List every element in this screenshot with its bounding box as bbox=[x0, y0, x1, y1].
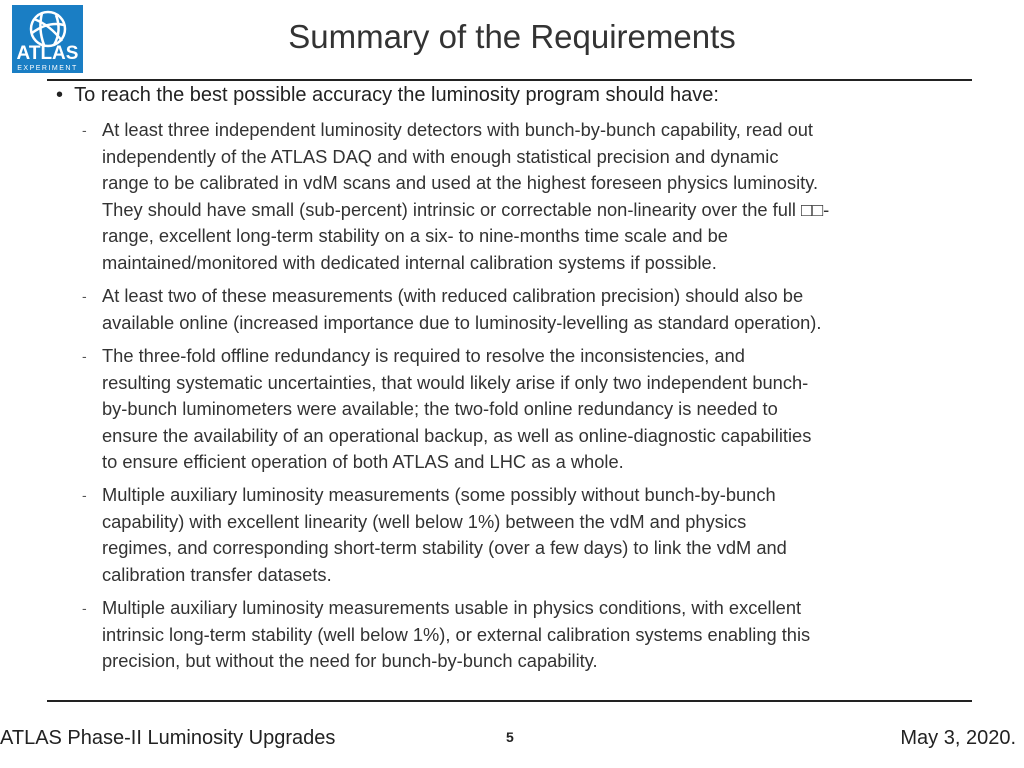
dash-marker: - bbox=[82, 348, 87, 364]
footer-date: May 3, 2020. bbox=[900, 727, 1016, 749]
main-bullet-text: To reach the best possible accuracy the luminosity program should have: bbox=[74, 84, 719, 106]
sub-bullet bbox=[82, 482, 787, 588]
sub-bullet-line: Multiple auxiliary luminosity measurements usable in physics conditions, with excellent bbox=[102, 597, 802, 618]
sub-bullet-line: available online (increased importance due to luminosity-levelling as standard operation). bbox=[102, 311, 822, 333]
sub-bullet-line: calibration transfer datasets. bbox=[102, 563, 332, 585]
sub-bullet-line: regimes, and corresponding short-term stability (over a few days) to link the vdM and bbox=[102, 537, 787, 558]
sub-bullet bbox=[82, 117, 829, 276]
footer-title: ATLAS Phase-II Luminosity Upgrades bbox=[0, 727, 336, 749]
sub-bullet-line: ensure the availability of an operational backup, as well as online-diagnostic capabilities bbox=[102, 424, 812, 446]
footer-divider bbox=[47, 700, 972, 702]
main-bullet bbox=[56, 84, 719, 107]
dash-marker: - bbox=[82, 122, 87, 138]
sub-bullet-line: Multiple auxiliary luminosity measurements (some possibly without bunch-by-bunch bbox=[102, 484, 776, 505]
slide-title: Summary of the Requirements bbox=[288, 18, 736, 55]
sub-bullet-line: They should have small (sub-percent) intrinsic or correctable non-linearity over the full □□- bbox=[102, 198, 830, 220]
sub-bullet-line: range, excellent long-term stability on a six- to nine-months time scale and be bbox=[102, 225, 728, 246]
sub-bullet-line: precision, but without the need for bunch-by-bunch capability. bbox=[102, 650, 598, 671]
sub-bullet-line: to ensure efficient operation of both ATLAS and LHC as a whole. bbox=[102, 451, 624, 472]
svg-text:EXPERIMENT: EXPERIMENT bbox=[17, 65, 78, 72]
dash-marker: - bbox=[82, 288, 87, 304]
sub-bullet-line: independently of the ATLAS DAQ and with enough statistical precision and dynamic bbox=[102, 145, 779, 167]
sub-bullet-line: At least three independent luminosity detectors with bunch-by-bunch capability, read out bbox=[102, 119, 814, 140]
sub-bullet-line: capability) with excellent linearity (well below 1%) between the vdM and physics bbox=[102, 510, 747, 532]
sub-bullet-line: by-bunch luminometers were available; the two-fold online redundancy is needed to bbox=[102, 398, 778, 419]
sub-bullet bbox=[82, 343, 811, 476]
svg-text:ATLAS: ATLAS bbox=[16, 43, 79, 64]
sub-bullet-line: range to be calibrated in vdM scans and used at the highest foreseen physics luminosity. bbox=[102, 172, 819, 193]
sub-bullet-line: The three-fold offline redundancy is required to resolve the inconsistencies, and bbox=[102, 345, 745, 366]
sub-bullet-line: At least two of these measurements (with reduced calibration precision) should also be bbox=[102, 285, 804, 306]
page-number: 5 bbox=[506, 729, 514, 745]
sub-bullet bbox=[82, 595, 810, 675]
header-divider bbox=[47, 79, 972, 81]
sub-bullet bbox=[82, 283, 821, 336]
sub-bullet-line: resulting systematic uncertainties, that would likely arise if only two independent bunch- bbox=[102, 371, 809, 393]
sub-bullet-line: maintained/monitored with dedicated internal calibration systems if possible. bbox=[102, 251, 717, 273]
bullet-symbol: • bbox=[56, 84, 64, 106]
sub-bullet-line: intrinsic long-term stability (well below 1%), or external calibration systems enabling this bbox=[102, 623, 811, 645]
dash-marker: - bbox=[82, 600, 87, 616]
dash-marker: - bbox=[82, 487, 87, 503]
